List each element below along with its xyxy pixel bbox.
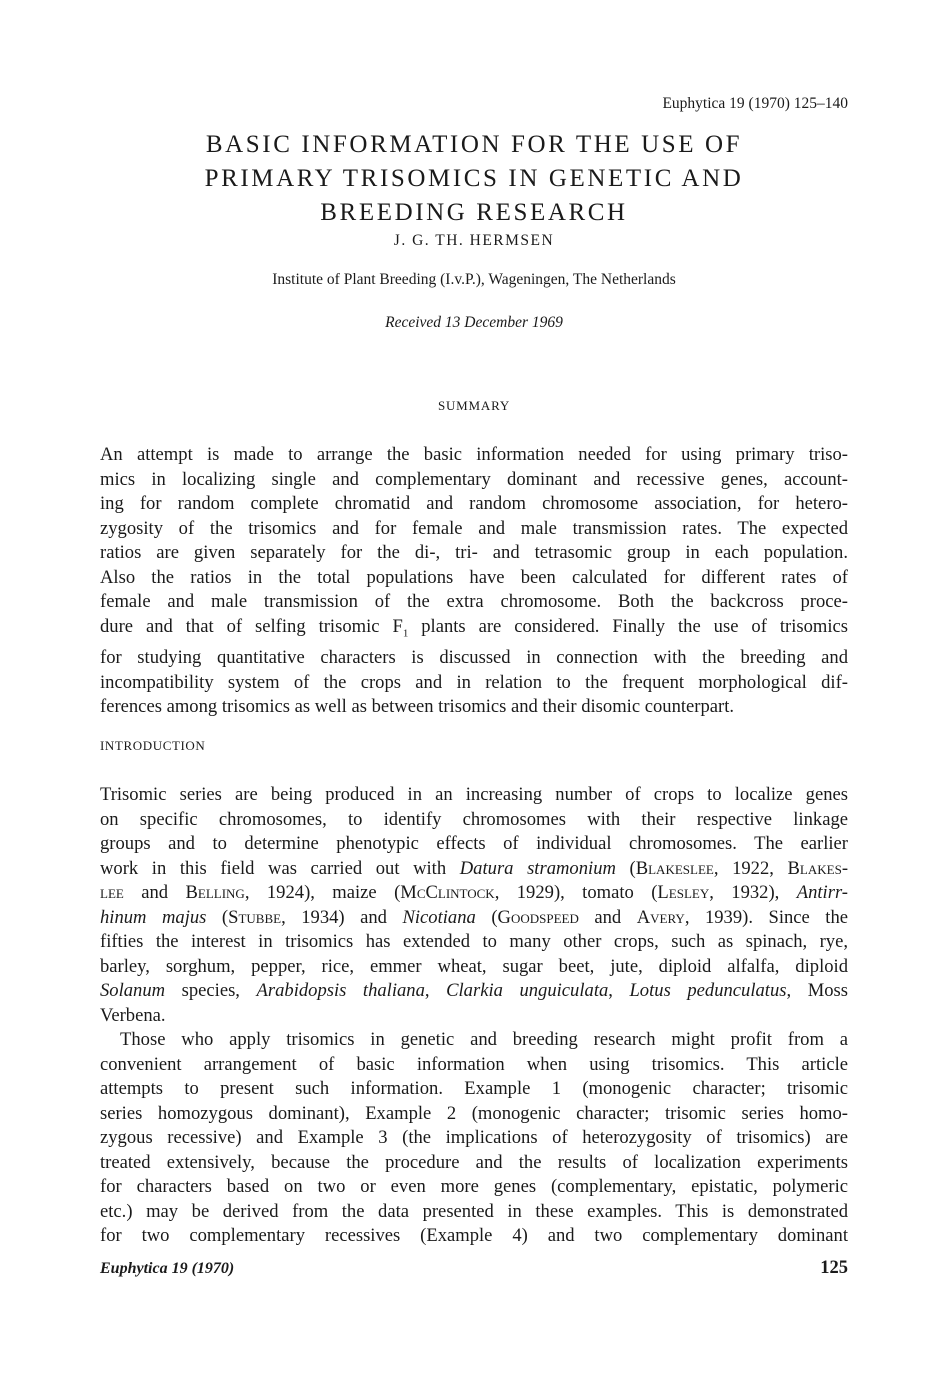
text: , Moss [786, 980, 848, 1002]
intro-line: barley, sorghum, pepper, rice, emmer wheat, sugar beet, jute, diploid alfalfa, diploid [100, 955, 848, 977]
summary-line: for studying quantitative characters is discussed in connection with the breeding and [100, 647, 848, 669]
journal-reference: Euphytica 19 (1970) 125–140 [662, 95, 848, 112]
text: , [608, 980, 630, 1002]
species-name: Clarkia unguiculata [446, 980, 609, 1002]
text: ( [206, 906, 229, 928]
summary-line: female and male transmission of the extra chromosome. Both the backcross proce- [100, 591, 848, 613]
text: , 1929), tomato ( [494, 882, 658, 904]
intro-line [100, 906, 848, 931]
text: , 1922, [713, 857, 788, 879]
citation-author: Goodspeed [497, 906, 579, 928]
intro-line: zygous recessive) and Example 3 (the implications of heterozygosity of trisomics) are [100, 1127, 848, 1149]
summary-paragraph [100, 443, 848, 720]
received-date: Received 13 December 1969 [385, 314, 563, 331]
introduction-paragraph-1 [100, 783, 848, 1028]
intro-line [100, 881, 848, 906]
species-name: Antirr- [796, 882, 848, 904]
intro-line: for characters based on two or even more genes (complementary, epistatic, polymeric [100, 1176, 848, 1198]
intro-line: fifties the interest in trisomics has extended to many other crops, such as spinach, rye, [100, 931, 848, 953]
text: , 1939). Since the [684, 906, 849, 928]
citation-author: Lesley [657, 882, 710, 904]
species-name: Nicotiana [402, 906, 476, 928]
citation-author: Blakeslee [635, 857, 714, 879]
title-line: BREEDING RESEARCH [320, 199, 628, 226]
intro-line: series homozygous dominant), Example 2 (monogenic character; trisomic series homo- [100, 1102, 848, 1124]
footer-journal: Euphytica 19 (1970) [100, 1260, 235, 1277]
citation-author: Stubbe [228, 906, 282, 928]
author-name: J. G. TH. HERMSEN [393, 232, 555, 249]
summary-line: ratios are given separately for the di-, tri- and tetrasomic group in each population. [100, 542, 848, 564]
paper-title [100, 128, 848, 230]
introduction-heading: INTRODUCTION [100, 738, 206, 753]
species-name: Solanum [100, 980, 166, 1002]
intro-line: groups and to determine phenotypic effects of individual chromosomes. The earlier [100, 833, 848, 855]
summary-line [100, 615, 848, 646]
intro-line: Those who apply trisomics in genetic and breeding research might profit from a [120, 1029, 848, 1050]
summary-heading: SUMMARY [437, 398, 511, 413]
intro-line: attempts to present such information. Example 1 (monogenic character; trisomic [100, 1078, 848, 1100]
intro-line [100, 979, 848, 1004]
intro-line: etc.) may be derived from the data presented in these examples. This is demonstrated [100, 1200, 848, 1222]
intro-line: treated extensively, because the procedure and the results of localization experiments [100, 1151, 848, 1173]
summary-text: dure and that of selfing trisomic F [100, 615, 403, 637]
text: , 1924), maize ( [244, 882, 401, 904]
intro-line: Verbena. [100, 1004, 166, 1026]
citation-author: Belling [185, 882, 245, 904]
text: , 1934) and [281, 906, 403, 928]
author-affiliation: Institute of Plant Breeding (I.v.P.), Wageningen, The Netherlands [272, 271, 676, 288]
title-line: BASIC INFORMATION FOR THE USE OF [205, 131, 743, 158]
intro-line: Trisomic series are being produced in an increasing number of crops to localize genes [100, 784, 848, 805]
text: , [424, 980, 447, 1002]
text: , 1932), [709, 882, 797, 904]
text: work in this field was carried out with [100, 857, 460, 879]
text: ( [475, 906, 498, 928]
summary-line: ing for random complete chromatid and random chromosome association, for hetero- [100, 493, 848, 515]
intro-line: for two complementary recessives (Example 4) and two complementary dominant [100, 1225, 848, 1247]
summary-line: An attempt is made to arrange the basic information needed for using primary triso- [100, 444, 848, 465]
summary-line: incompatibility system of the crops and in relation to the frequent morphological dif- [100, 671, 848, 693]
species-name: Datura stramonium [459, 857, 616, 879]
citation-author: McClintock [400, 882, 495, 904]
citation-author: Blakes- [787, 857, 849, 879]
text: ( [615, 857, 636, 879]
summary-text: plants are considered. Finally the use of trisomics [408, 615, 849, 637]
intro-line [100, 857, 848, 882]
summary-line: ferences among trisomics as well as between trisomics and their disomic counterpart. [100, 696, 735, 718]
summary-line: Also the ratios in the total populations have been calculated for different rates of [100, 566, 848, 588]
intro-line: convenient arrangement of basic information when using trisomics. This article [100, 1053, 848, 1075]
page-number: 125 [820, 1258, 848, 1278]
text: and [123, 882, 186, 904]
intro-line: on specific chromosomes, to identify chromosomes with their respective linkage [100, 808, 848, 830]
subscript: 1 [402, 627, 409, 640]
summary-line: mics in localizing single and complementary dominant and recessive genes, account- [100, 468, 848, 490]
species-name: hinum majus [100, 906, 207, 928]
species-name: Arabidopsis thaliana [256, 980, 425, 1002]
text: species, [165, 980, 257, 1002]
title-line: PRIMARY TRISOMICS IN GENETIC AND [204, 165, 744, 192]
citation-author: Avery [636, 906, 685, 928]
citation-author: lee [100, 882, 124, 904]
text: and [578, 906, 637, 928]
summary-line: zygosity of the trisomics and for female and male transmission rates. The expected [100, 517, 848, 539]
introduction-paragraph-2 [100, 1028, 848, 1249]
species-name: Lotus pedunculatus [629, 980, 787, 1002]
